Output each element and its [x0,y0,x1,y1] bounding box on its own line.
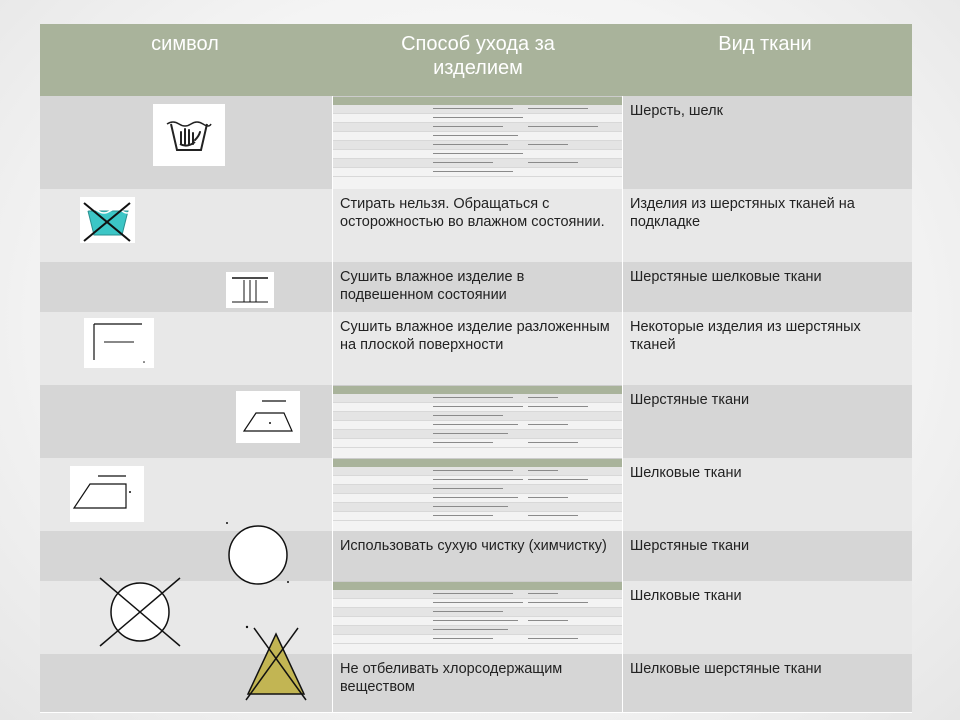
care-method-cell: Не отбеливать хлорсодержащим веществом [340,661,563,695]
fabric-cell: Некоторые изделия из шерстяных тканей [630,319,861,353]
fabric-cell: Шелковые ткани [630,588,742,604]
table-row [40,385,912,459]
embedded-table-thumbnail [332,458,623,532]
header-care-method: Способ ухода за изделием [401,33,555,79]
iron-one-dot-icon [236,391,300,443]
fabric-cell: Шелковые шерстяные ткани [630,661,822,677]
table-row [40,262,912,313]
embedded-table-thumbnail [332,581,623,655]
care-method-cell: Использовать сухую чистку (химчистку) [340,538,607,554]
care-method-cell: Стирать нельзя. Обращаться с осторожностью во влажном состоянии. [340,196,605,230]
column-divider [622,96,623,712]
table-header [40,24,912,96]
fabric-cell: Шерстяные ткани [630,538,750,554]
dry-clean-icon [220,520,300,586]
header-symbol: символ [151,33,219,55]
iron-one-dot-icon [70,466,144,522]
header-fabric-type: Вид ткани [718,33,812,55]
care-symbols-table [40,24,912,712]
embedded-table-thumbnail [332,385,623,459]
column-divider [332,96,333,712]
care-method-cell: Сушить влажное изделие разложенным на плоской поверхности [340,319,610,353]
fabric-cell: Шерстяные шелковые ткани [630,269,822,285]
dry-flat-icon [84,318,154,368]
fabric-cell: Шерсть, шелк [630,103,723,119]
table-row [40,654,912,713]
drip-dry-icon [226,272,274,308]
no-bleach-icon [240,620,312,702]
care-method-cell: Сушить влажное изделие в подвешенном состоянии [340,269,525,303]
table-row [40,458,912,532]
fabric-cell: Изделия из шерстяных тканей на подкладке [630,196,855,230]
no-wash-icon [80,197,135,243]
hand-wash-icon [153,104,225,166]
fabric-cell: Шелковые ткани [630,465,742,481]
embedded-table-thumbnail [332,96,623,190]
table-row [40,96,912,190]
table-row [40,312,912,386]
table-row [40,189,912,263]
no-dry-clean-icon [92,572,192,652]
fabric-cell: Шерстяные ткани [630,392,750,408]
